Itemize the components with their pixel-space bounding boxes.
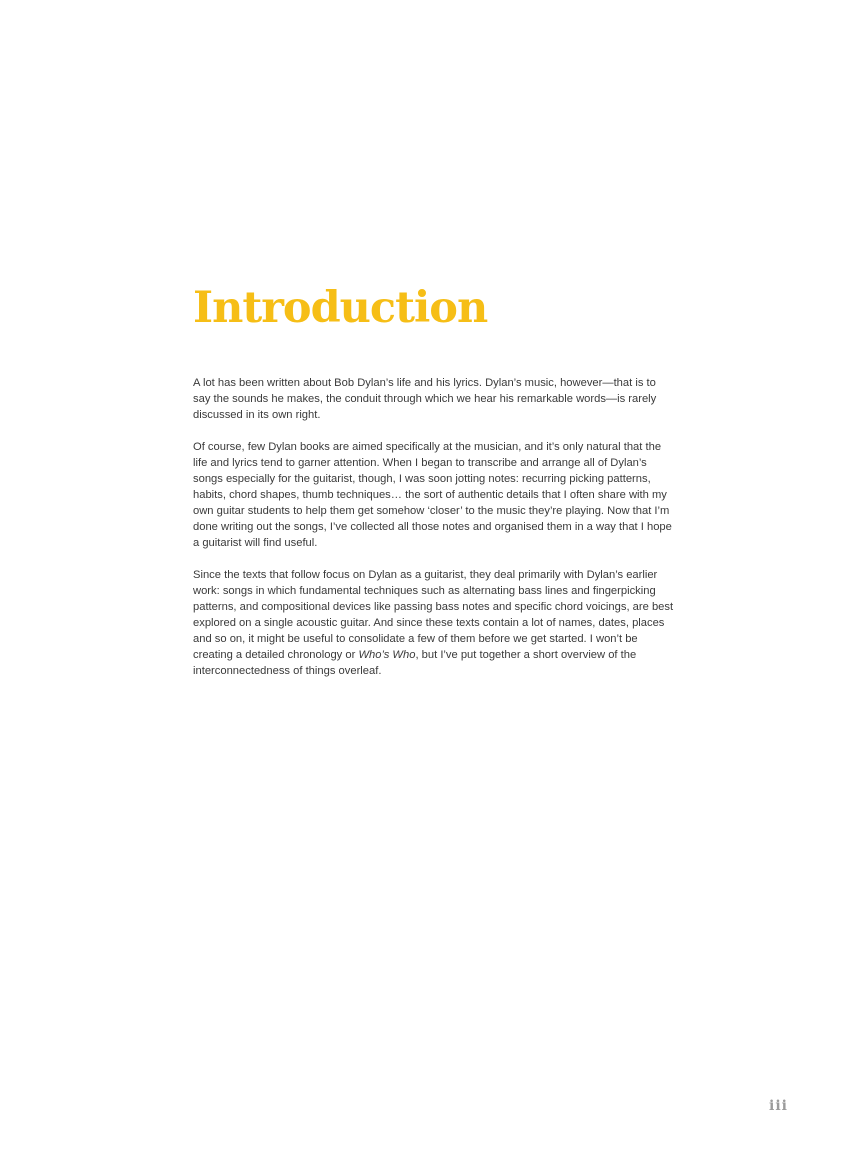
paragraph-3-italic-title: Who’s Who <box>358 649 416 661</box>
paragraph-3 <box>193 567 675 679</box>
page-title: Introduction <box>193 283 488 333</box>
paragraph-1: A lot has been written about Bob Dylan’s life and his lyrics. Dylan’s music, however—that is to say the sounds he makes, the conduit through which we hear his remarkable words—is rarely discussed in its own right. <box>193 377 657 421</box>
paragraph-2: Of course, few Dylan books are aimed specifically at the musician, and it’s only natural that the life and lyrics tend to garner attention. When I began to transcribe and arrange all of Dylan’s songs especially for the guitarist, though, I was soon jotting notes: recurring picking patterns, habits, chord shapes, thumb techniques… the sort of authentic details that I often share with my own guitar students to help them get somehow ‘closer’ to the music they’re playing. Now that I’m done writing out the songs, I’ve collected all those notes and organised them in a way that I hope a guitarist will find useful. <box>193 441 672 549</box>
introduction-body <box>193 375 675 695</box>
paragraph-3-text-b: , but I’ve put together a short overview of the interconnectedness of things overleaf. <box>193 649 637 677</box>
paragraph-3-text-a: Since the texts that follow focus on Dylan as a guitarist, they deal primarily with Dylan’s earlier work: songs in which fundamental techniques such as alternating bass lines and fingerpicking patterns, and compositional devices like passing bass notes and specific chord voicings, are best explored on a single acoustic guitar. And since these texts contain a lot of names, dates, places and so on, it might be useful to consolidate a few of them before we get started. I won’t be creating a detailed chronology or <box>193 569 674 661</box>
page-number: iii <box>769 1098 788 1114</box>
